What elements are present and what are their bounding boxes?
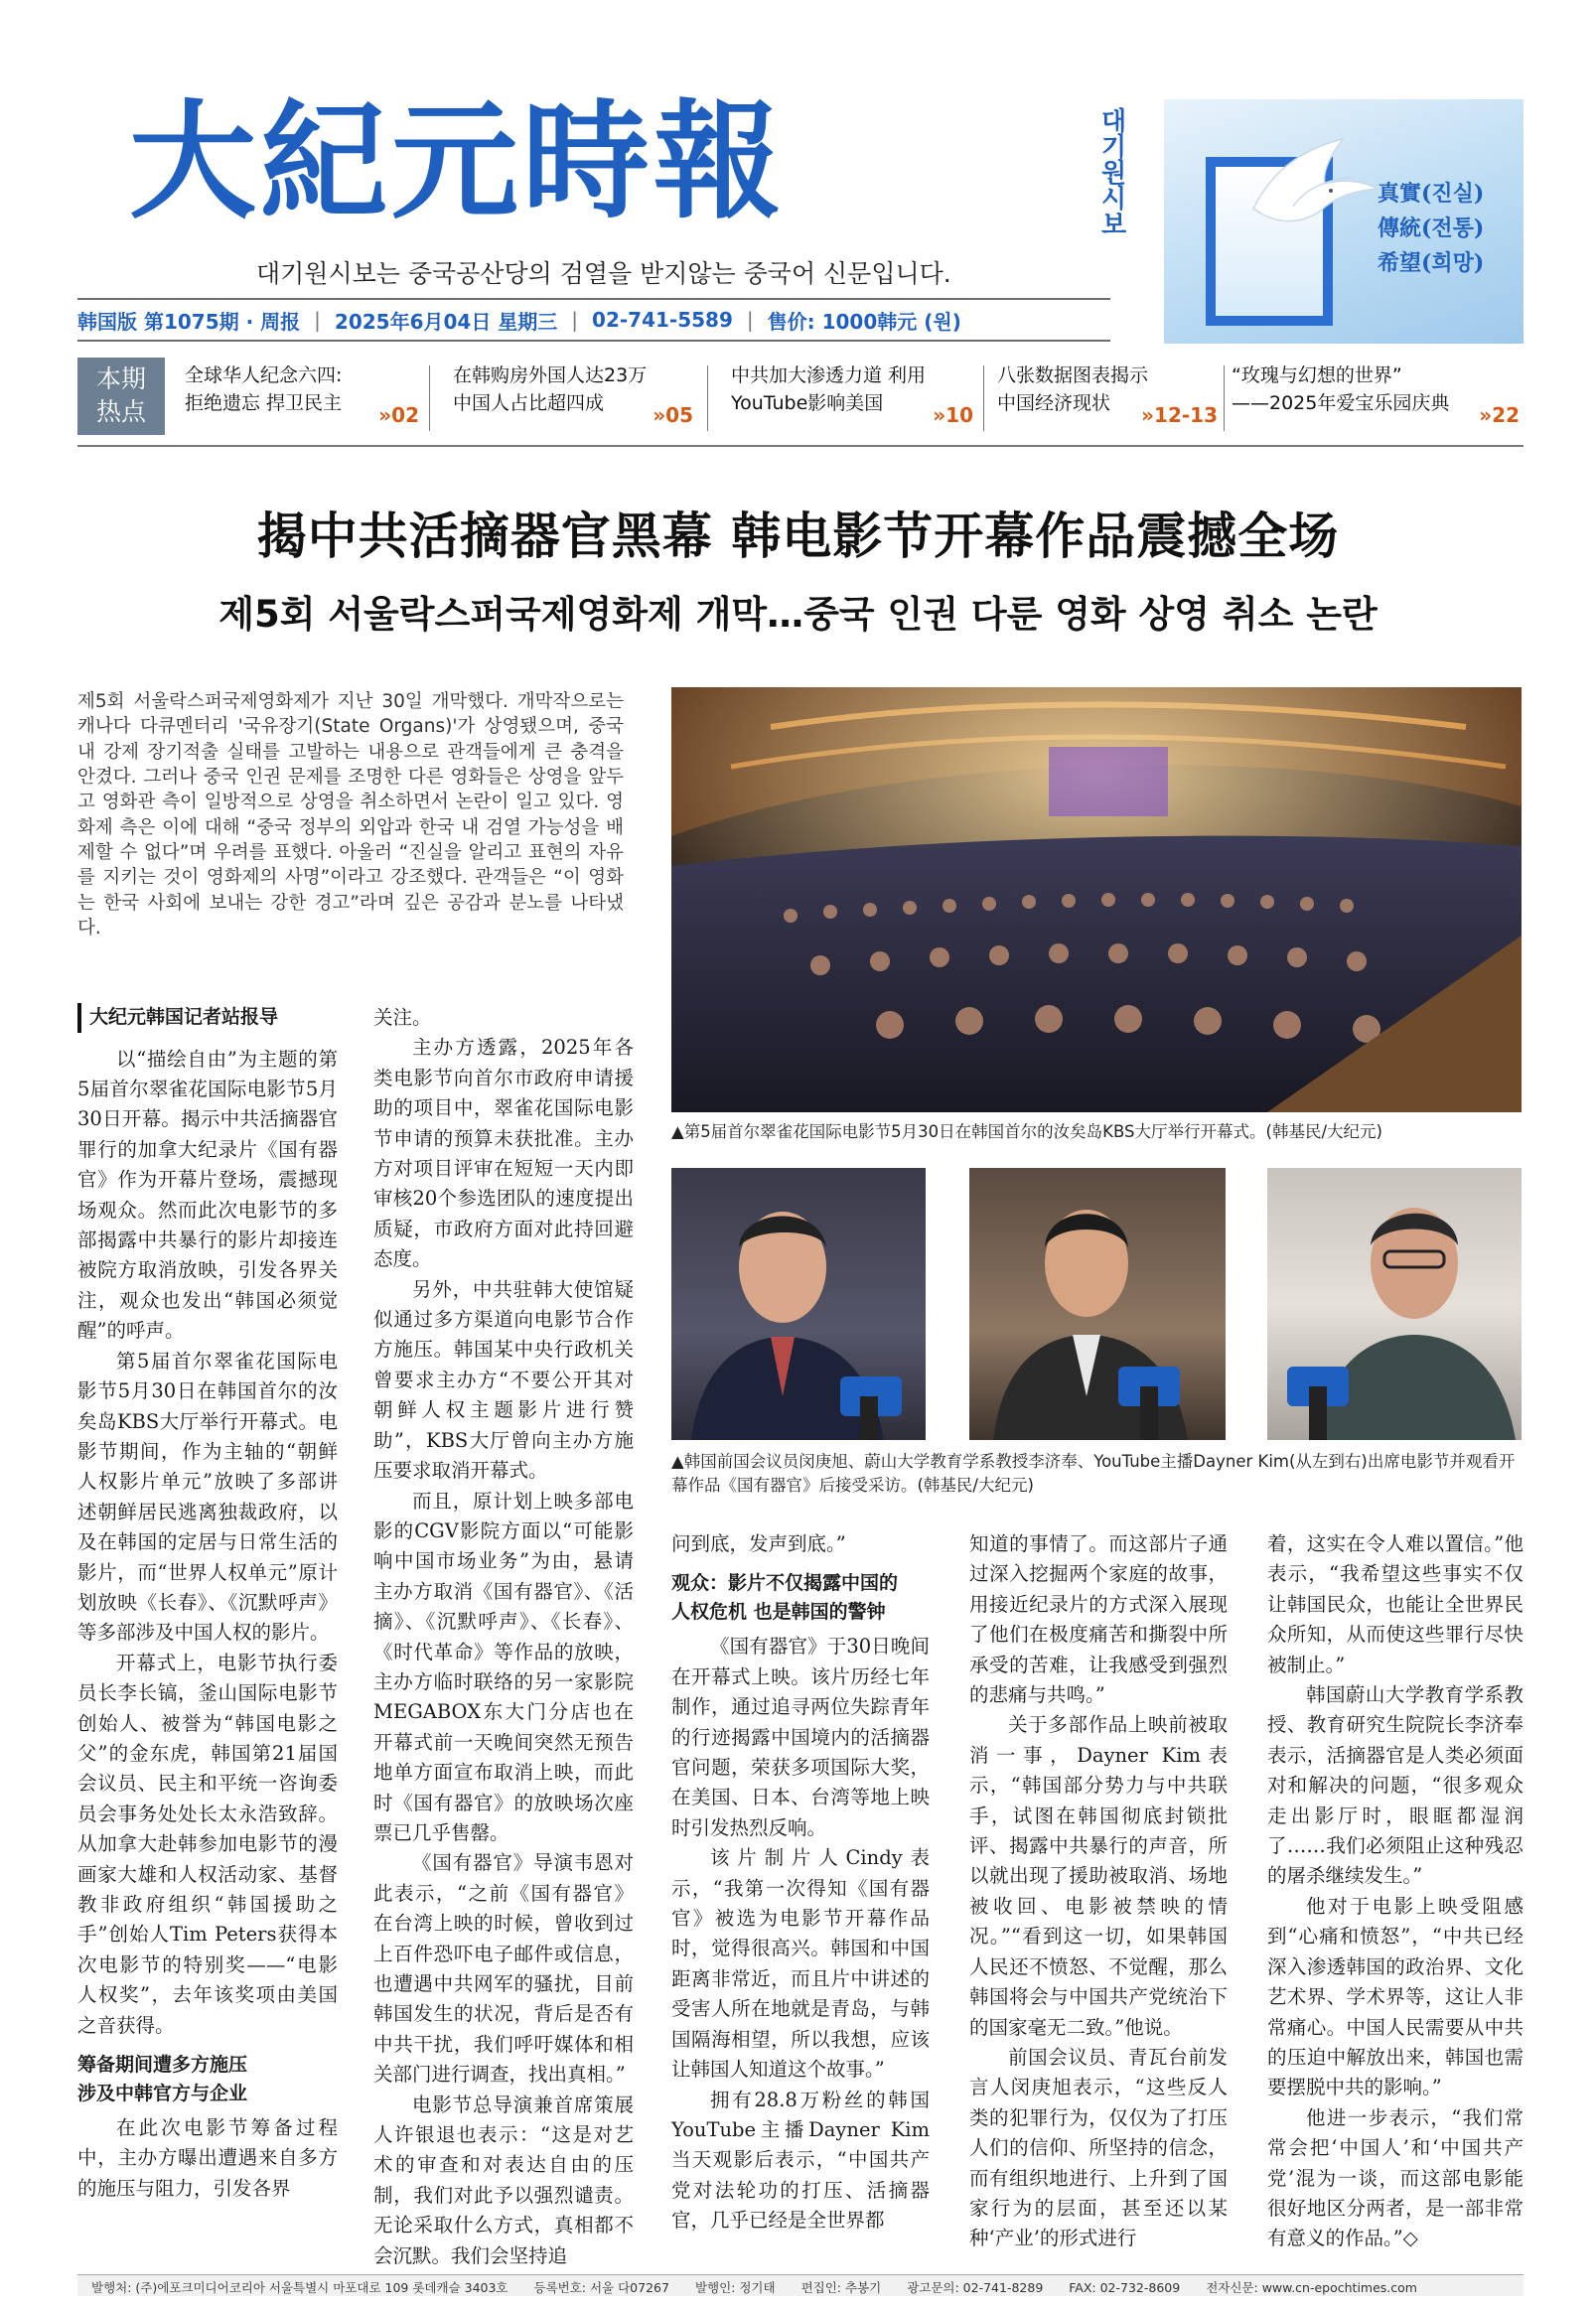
article-paragraph: 前国会议员、青瓦台前发言人闵庚旭表示，“这些反人类的犯罪行为，仅仅为了打压人们的信仰、所坚持的信念，而有组织地进行、上升到了国家行为的层面，甚至还以某种‘产业’的形式进行: [969, 2045, 1228, 2250]
promo-banner: [1164, 99, 1523, 344]
article-paragraph: 开幕式上，电影节执行委员长李长镐，釜山国际电影节创始人、被誉为“韩国电影之父”的金东虎，韩国第21届国会议员、民主和平统一咨询委员会事务处处长太永浩致辞。从加拿大赴韩参加电影节的漫画家大雄和人权活动家、基督教非政府组织“韩国援助之手”创始人Tim Peters获得本次电影节的特别奖——“电影人权奖”，去年该奖项由美国之音获得。: [77, 1651, 338, 2037]
highlight-line: 中国人占比超四成: [453, 392, 605, 415]
article-paragraph: 他对于电影上映受阻感到“心痛和愤怒”，“中共已经深入渗透韩国的政治界、文化艺术界、学术界等，这让人非常痛心。中国人民需要从中共的压迫中解放出来，韩国也需要摆脱中共的影响。”: [1267, 1894, 1523, 2099]
subheadline: 제5회 서울락스퍼국제영화제 개막…중국 인권 다룬 영화 상영 취소 논란: [218, 593, 1378, 636]
footer-item: 발행처: (주)에포크미디어코리아 서울특별시 마포대로 109 롯데캐슬 3403호: [91, 2280, 508, 2295]
highlight-line: ——2025年爱宝乐园庆典: [1232, 392, 1450, 415]
footer-item: 광고문의: 02-741-8289: [907, 2280, 1044, 2295]
divider: [707, 365, 708, 431]
portrait-photo: [671, 1168, 926, 1440]
issue-bar: 韩国版 第1075期 · 周报 | 2025年6月04日 星期三 | 02-741-5589 | 售价: 1000韩元 (원): [77, 298, 1110, 342]
highlight-page: »22: [1479, 403, 1520, 428]
highlight-page: »05: [653, 403, 693, 428]
article-paragraph: 知道的事情了。而这部片子通过深入挖掘两个家庭的故事，用接近纪录片的方式深入展现了他们在极度痛苦和撕裂中所承受的苦难，让我感受到强烈的悲痛与共鸣。”: [969, 1532, 1228, 1707]
highlight-item[interactable]: [453, 361, 693, 439]
highlight-line: 中共加大渗透力道 利用: [731, 364, 927, 386]
highlight-line: 全球华人纪念六四:: [185, 364, 343, 386]
highlight-line: YouTube影响美国: [731, 392, 884, 415]
main-photo: [671, 687, 1522, 1112]
theater-audience-illustration: [671, 687, 1522, 1112]
article-column-3: [671, 1529, 930, 2237]
footer-item: 등록번호: 서울 다07267: [533, 2280, 669, 2295]
footer-item: FAX: 02-732-8609: [1069, 2280, 1181, 2295]
interviewee-illustration: [1267, 1168, 1522, 1440]
article-paragraph: 《国有器官》导演韦恩对此表示，“之前《国有器官》在台湾上映的时候，曾收到过上百件恐吓电子邮件或信息，也遭遇中共网军的骚扰，目前韩国发生的状况，背后是否有中共干扰，我们呼吁媒体和相关部门进行调查，找出真相。”: [373, 1851, 634, 2087]
article-column-4: [969, 1529, 1228, 2254]
article-paragraph: 而且，原计划上映多部电影的CGV影院方面以“可能影响中国市场业务”为由，悬请主办方取消《国有器官》、《活摘》、《沉默呼声》、《长春》、《时代革命》等作品的放映，主办方临时联络的另一家影院MEGABOX东大门分店也在开幕式前一天晚间突然无预告地单方面宣布取消上映，而此时《国有器官》的放映场次座票已几乎售罄。: [373, 1489, 634, 1844]
issue-date: 2025年6月04日 星期三: [334, 309, 558, 334]
highlight-item[interactable]: [185, 361, 419, 439]
article-paragraph: 韩国蔚山大学教育学系教授、教育研究生院院长李济奉表示，活摘器官是人类必须面对和解决的问题，“很多观众走出影厅时，眼眶都湿润了……我们必须阻止这种残忍的屠杀继续发生。”: [1267, 1683, 1523, 1888]
divider: [983, 365, 984, 431]
section-subhead: 筹备期间遭多方施压 涉及中韩官方与企业: [77, 2054, 248, 2104]
article-paragraph: 拥有28.8万粉丝的韩国YouTube主播Dayner Kim当天观影后表示，“中国共产党对法轮功的打压、活摘器官，几乎已经是全世界都: [671, 2088, 930, 2233]
article-paragraph: 关于多部作品上映前被取消一事，Dayner Kim表示，“韩国部分势力与中共联手，试图在韩国彻底封锁批评、揭露中共暴行的声音，所以就出现了援助被取消、场地被收回、电影被禁映的情况。”“看到这一切，如果韩国人民还不愤怒、不觉醒，那么韩国将会与中国共产党统治下的国家毫无二致。”他说。: [969, 1713, 1228, 2039]
masthead-korean-name: 대기원시보: [1096, 107, 1126, 236]
promo-value: 傳統(전통): [1378, 216, 1485, 242]
highlight-item[interactable]: [1232, 361, 1520, 439]
highlights-label: [77, 358, 165, 435]
article-paragraph: 关注。: [373, 1006, 432, 1029]
issue-edition: 韩国版 第1075期 · 周报: [77, 309, 301, 334]
portrait-photo: [969, 1168, 1226, 1440]
issue-price: 售价: 1000韩元 (원): [767, 309, 961, 334]
highlight-item[interactable]: [731, 361, 973, 439]
footer-item[interactable]: 전자신문: www.cn-epochtimes.com: [1206, 2280, 1417, 2295]
article-paragraph: 着，这实在令人难以置信。”他表示，“我希望这些事实不仅让韩国民众，也能让全世界民众所知，从而使这些罪行尽快被制止。”: [1267, 1532, 1523, 1676]
photo-caption: ▲韩国前国会议员闵庚旭、蔚山大学教育学系教授李济奉、YouTube主播Dayner Kim(从左到右)出席电影节并观看开幕作品《国有器官》后接受采访。(韩基民/大纪元): [671, 1452, 1516, 1495]
article-paragraph: 另外，中共驻韩大使馆疑似通过多方渠道向电影节合作方施压。韩国某中央行政机关曾要求主办方“不要公开其对朝鲜人权主题影片进行赞助”，KBS大厅曾向主办方施压要求取消开幕式。: [373, 1277, 634, 1483]
highlight-line: 八张数据图表揭示: [997, 364, 1149, 386]
promo-value: 希望(희망): [1378, 250, 1485, 277]
masthead-tagline: 대기원시보는 중국공산당의 검열을 받지않는 중국어 신문입니다.: [256, 259, 951, 288]
highlight-page: »10: [933, 403, 973, 428]
footer-item: 발행인: 정기태: [694, 2280, 776, 2295]
article-column-5: [1267, 1529, 1523, 2254]
article-paragraph: 第5届首尔翠雀花国际电影节5月30日在韩国首尔的汝矣岛KBS大厅举行开幕式。电影节期间，作为主轴的“朝鲜人权影片单元”放映了多部讲述朝鲜居民逃离独裁政府，以及在韩国的定居与日常生活的影片，而“世界人权单元”原计划放映《长春》、《沉默呼声》等多部涉及中国人权的影片。: [77, 1349, 338, 1645]
article-paragraph: 主办方透露，2025年各类电影节向首尔市政府申请援助的项目中，翠雀花国际电影节申请的预算未获批准。主办方对项目评审在短短一天内即审核20个参选团队的速度提出质疑，市政府方面对此持回避态度。: [373, 1036, 634, 1271]
footer-publisher-info: [77, 2274, 1523, 2296]
article-paragraph: 《国有器官》于30日晚间在开幕式上映。该片历经七年制作，通过追寻两位失踪青年的行迹揭露中国境内的活摘器官问题，荣获多项国际大奖，在美国、日本、台湾等地上映时引发热烈反响。: [671, 1635, 930, 1839]
article-column-1: [77, 1003, 338, 2204]
article-paragraph: 电影节总导演兼首席策展人许银退也表示：“这是对艺术的审查和对表达自由的压制，我们对此予以强烈谴责。无论采取什么方式，真相都不会沉默。我们会坚持追: [373, 2093, 634, 2267]
issue-phone: 02-741-5589: [592, 308, 733, 332]
article-paragraph: 在此次电影节筹备过程中，主办方曝出遭遇来自多方的施压与阻力，引发各界: [77, 2116, 338, 2200]
divider: [1224, 365, 1225, 431]
byline: 大纪元韩国记者站报导: [77, 1003, 338, 1033]
highlight-line: “玫瑰与幻想的世界”: [1232, 364, 1402, 386]
article-paragraph: 该片制片人Cindy表示，“我第一次得知《国有器官》被选为电影节开幕作品时，觉得很高兴。韩国和中国距离非常近，而且片中讲述的受害人所在地就是青岛，与韩国隔海相望，所以我想，应该让韩国人知道这个故事。”: [671, 1846, 930, 2082]
interviewee-illustration: [969, 1168, 1226, 1440]
highlight-page: »12-13: [1141, 403, 1218, 428]
divider: [77, 445, 1523, 447]
promo-values: [1378, 177, 1484, 282]
article-paragraph: 他进一步表示，“我们常常会把‘中国人’和‘中国共产党’混为一谈，而这部电影能很好地区分两者，是一部非常有意义的作品。”◇: [1267, 2105, 1523, 2250]
article-paragraph: 问到底，发声到底。”: [671, 1532, 846, 1555]
headline: 揭中共活摘器官黑幕 韩电影节开幕作品震撼全场: [256, 506, 1340, 565]
highlight-page: »02: [378, 403, 419, 428]
promo-value: 真實(진실): [1378, 181, 1485, 207]
korean-summary: 제5회 서울락스퍼국제영화제가 지난 30일 개막했다. 개막작으로는 캐나다 다큐멘터리 '국유장기(State Organs)'가 상영됐으며, 중국 내 강제 장기적출 실태를 고발하는 내용으로 관객들에게 큰 충격을 안겼다. 그러나 중국 인권 문제를 조명한 다른 영화들은 상영을 앞두고 영화관 측이 일방적으로 상영을 취소하면서 논란이 일고 있다. 영화제 측은 이에 대해 “중국 정부의 외압과 한국 내 검열 가능성을 배제할 수 없다”며 우려를 표했다. 아울러 “진실을 알리고 표현의 자유를 지키는 것이 영화제의 사명”이라고 강조했다. 관객들은 “이 영화는 한국 사회에 보내는 강한 경고”라며 깊은 공감과 분노를 나타냈다.: [77, 691, 624, 939]
footer-item: 편집인: 추봉기: [800, 2280, 882, 2295]
section-subhead: 观众：影片不仅揭露中国的 人权危机 也是韩国的警钟: [671, 1572, 899, 1623]
divider: [429, 365, 430, 431]
highlights-label-text: 本期热点: [95, 364, 146, 426]
portrait-photo: [1267, 1168, 1522, 1440]
article-paragraph: 以“描绘自由”为主题的第5届首尔翠雀花国际电影节5月30日开幕。揭示中共活摘器官罪行的加拿大纪录片《国有器官》作为开幕片登场，震撼现场观众。然而此次电影节的多部揭露中共暴行的影片却接连被院方取消放映，引发各界关注，观众也发出“韩国必须觉醒”的呼声。: [77, 1047, 338, 1343]
article-column-2: [373, 1003, 634, 2271]
masthead-logo: 大紀元時報: [129, 88, 786, 236]
dove-icon: [1233, 129, 1382, 248]
highlight-line: 在韩购房外国人达23万: [453, 364, 648, 386]
photo-caption: ▲第5届首尔翠雀花国际电影节5月30日在韩国首尔的汝矣岛KBS大厅举行开幕式。(韩基民/大纪元): [671, 1122, 1382, 1141]
highlight-line: 拒绝遗忘 捍卫民主: [185, 392, 343, 415]
highlight-item[interactable]: [997, 361, 1218, 439]
interviewee-illustration: [671, 1168, 926, 1440]
highlight-line: 中国经济现状: [997, 392, 1111, 415]
